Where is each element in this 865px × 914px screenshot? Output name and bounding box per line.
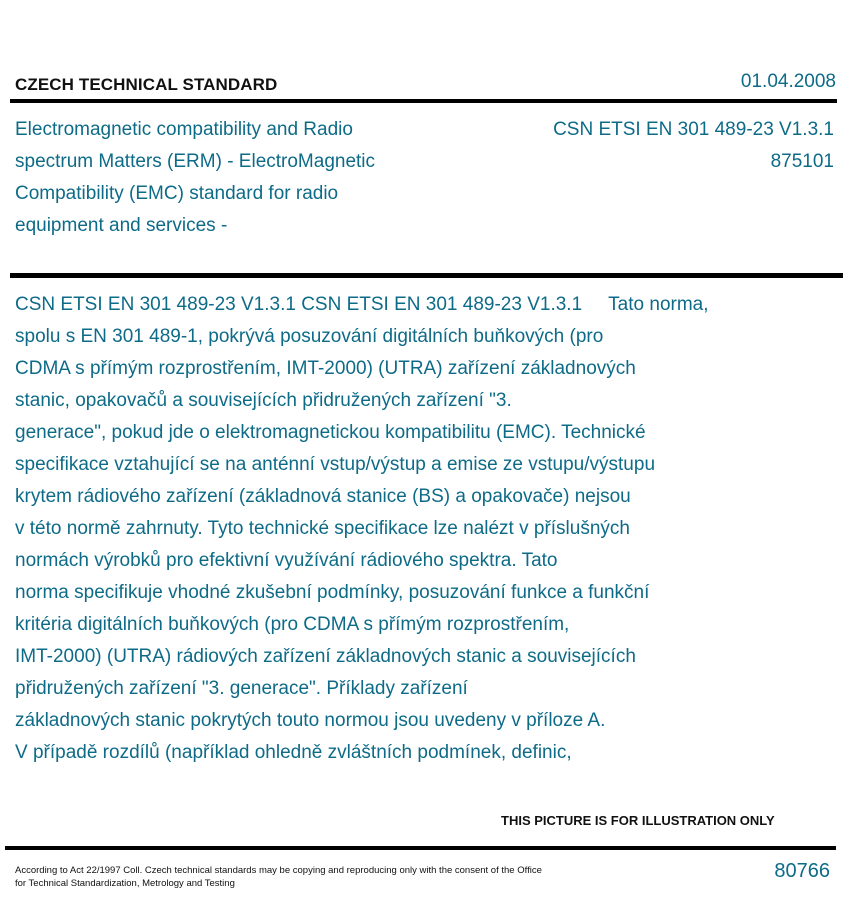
abstract-text bbox=[15, 289, 835, 769]
abstract-line: kritéria digitálních buňkových (pro CDMA s přímým rozprostřením, bbox=[15, 614, 570, 635]
standard-title-line: Compatibility (EMC) standard for radio bbox=[15, 183, 339, 204]
standard-title-line: equipment and services - bbox=[15, 215, 228, 236]
footer-rule bbox=[5, 846, 836, 850]
abstract-line: krytem rádiového zařízení (základnová stanice (BS) a opakovače) nejsou bbox=[15, 486, 631, 507]
publication-date: 01.04.2008 bbox=[740, 71, 836, 92]
abstract-line: základnových stanic pokrytých touto normou jsou uvedeny v příloze A. bbox=[15, 710, 606, 731]
abstract-line: CDMA s přímým rozprostřením, IMT-2000) (UTRA) zařízení základnových bbox=[15, 358, 636, 379]
header-rule bbox=[10, 99, 837, 103]
abstract-line: specifikace vztahující se na anténní vstup/výstup a emise ze vstupu/výstupu bbox=[15, 454, 656, 475]
document-id: 80766 bbox=[774, 860, 830, 882]
standard-title-line: spectrum Matters (ERM) - ElectroMagnetic bbox=[15, 151, 376, 172]
standard-title bbox=[15, 114, 445, 242]
abstract-line: norma specifikuje vhodné zkušební podmínky, posuzování funkce a funkční bbox=[15, 582, 650, 603]
abstract-line: spolu s EN 301 489-1, pokrývá posuzování digitálních buňkových (pro bbox=[15, 326, 604, 347]
abstract-line: v této normě zahrnuty. Tyto technické specifikace lze nalézt v příslušných bbox=[15, 518, 630, 539]
standard-title-line: Electromagnetic compatibility and Radio bbox=[15, 119, 353, 140]
abstract-line: stanic, opakovačů a souvisejících přidružených zařízení "3. bbox=[15, 390, 512, 411]
legal-notice bbox=[15, 864, 542, 890]
abstract-line: generace", pokud jde o elektromagnetickou kompatibilitu (EMC). Technické bbox=[15, 422, 646, 443]
standard-codes bbox=[553, 114, 834, 178]
legal-notice-line: for Technical Standardization, Metrology and Testing bbox=[15, 878, 235, 889]
section-rule bbox=[10, 273, 843, 278]
legal-notice-line: According to Act 22/1997 Coll. Czech technical standards may be copying and reproducing only with the consent of the Office bbox=[15, 865, 542, 876]
abstract-line: přidružených zařízení "3. generace". Příklady zařízení bbox=[15, 678, 468, 699]
abstract-line: IMT-2000) (UTRA) rádiových zařízení základnových stanic a souvisejících bbox=[15, 646, 636, 667]
document-type-title: CZECH TECHNICAL STANDARD bbox=[15, 75, 278, 94]
illustration-notice: THIS PICTURE IS FOR ILLUSTRATION ONLY bbox=[501, 813, 775, 828]
abstract-line: CSN ETSI EN 301 489-23 V1.3.1 CSN ETSI EN 301 489-23 V1.3.1 Tato norma, bbox=[15, 294, 709, 315]
standard-code: CSN ETSI EN 301 489-23 V1.3.1 bbox=[553, 119, 834, 140]
class-number: 875101 bbox=[770, 151, 834, 172]
abstract-line: V případě rozdílů (například ohledně zvláštních podmínek, definic, bbox=[15, 742, 572, 763]
abstract-line: normách výrobků pro efektivní využívání rádiového spektra. Tato bbox=[15, 550, 558, 571]
